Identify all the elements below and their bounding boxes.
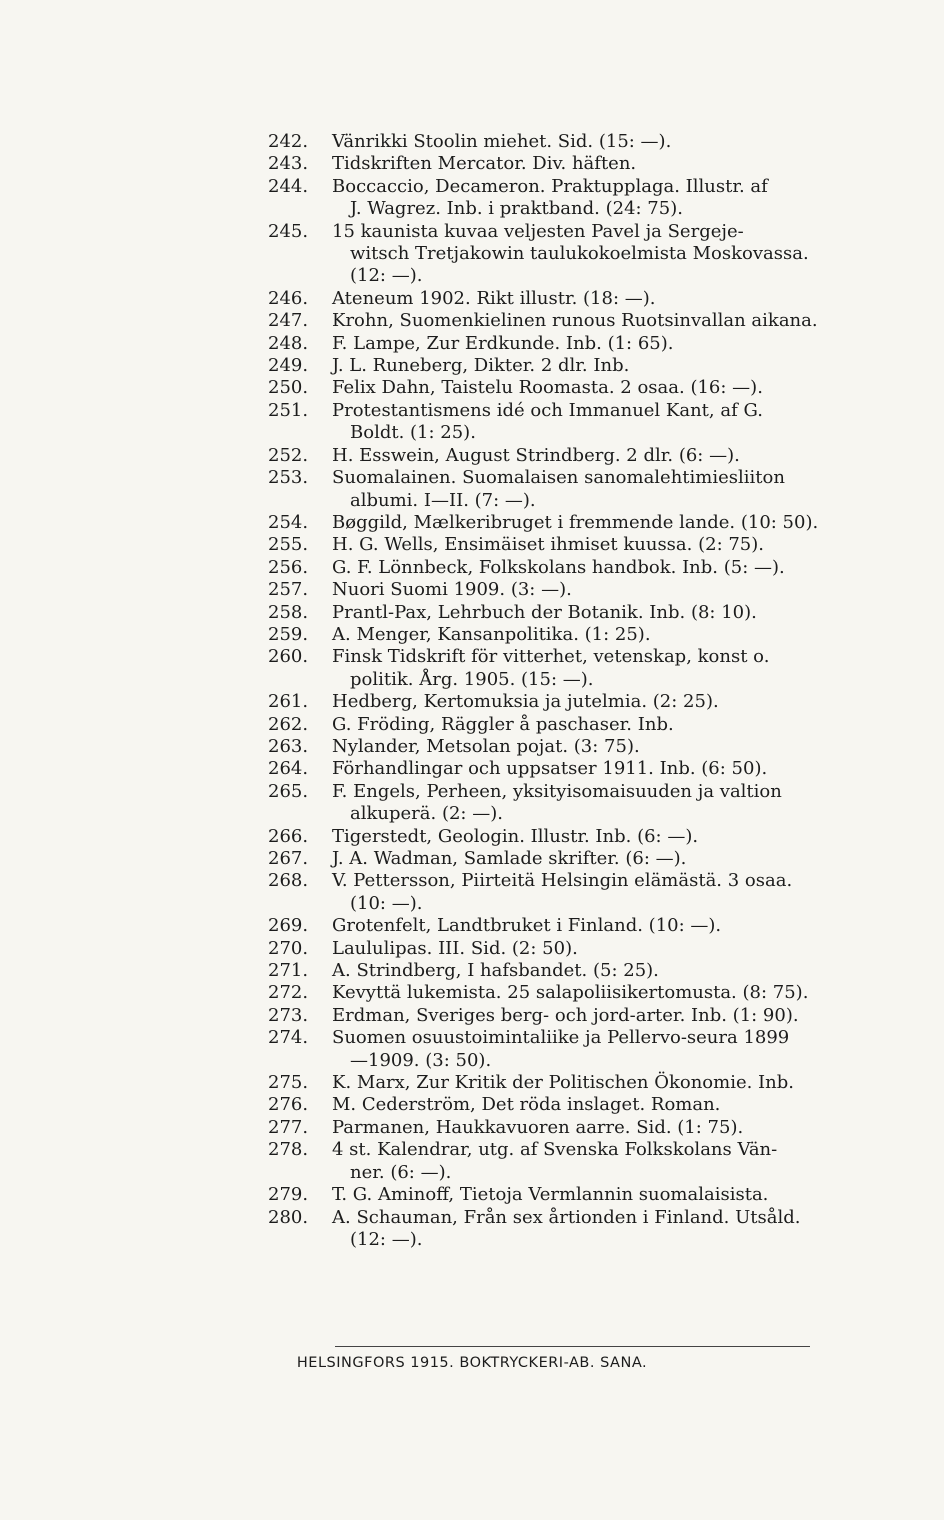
- entry-number: 242.: [268, 131, 309, 152]
- entry-line: A. Menger, Kansanpolitika. (1: 25).: [332, 623, 651, 645]
- entry-text: [332, 557, 908, 579]
- entry-text: [332, 176, 908, 221]
- catalogue-entry: [268, 1207, 908, 1252]
- entry-line: 4 st. Kalendrar, utg. af Svenska Folkskolans Vän-: [332, 1139, 778, 1161]
- catalogue-entry: [268, 691, 908, 713]
- entry-text: [332, 826, 908, 848]
- catalogue-entry: [268, 534, 908, 556]
- entry-text: [332, 646, 908, 691]
- catalogue-entry: [268, 646, 908, 691]
- entry-text: [332, 534, 908, 556]
- entry-text: [332, 445, 908, 467]
- entry-text: [332, 848, 908, 870]
- entry-line: T. G. Aminoff, Tietoja Vermlannin suomalaisista.: [332, 1184, 769, 1206]
- entry-line: (12: —).: [350, 1228, 423, 1250]
- entry-text: [332, 131, 908, 153]
- entry-line: K. Marx, Zur Kritik der Politischen Ökonomie. Inb.: [332, 1072, 795, 1094]
- catalogue-entry: [268, 915, 908, 937]
- catalogue-entry: [268, 1027, 908, 1072]
- entry-number: 259.: [268, 623, 309, 645]
- catalogue-entry: [268, 355, 908, 377]
- entry-number: 250.: [268, 377, 309, 399]
- entry-number: 254.: [268, 511, 309, 533]
- entry-text: [332, 355, 908, 377]
- entry-line: Ateneum 1902. Rikt illustr. (18: —).: [332, 287, 656, 309]
- entry-text: [332, 1005, 908, 1027]
- entry-number: 262.: [268, 713, 309, 735]
- catalogue-list: [268, 131, 908, 1251]
- entry-number: 273.: [268, 1004, 309, 1026]
- entry-number: 277.: [268, 1116, 309, 1138]
- catalogue-entry: [268, 333, 908, 355]
- entry-line: Tigerstedt, Geologin. Illustr. Inb. (6: —).: [332, 825, 699, 847]
- entry-text: [332, 1027, 908, 1072]
- entry-text: [332, 1072, 908, 1094]
- entry-number: 258.: [268, 601, 309, 623]
- catalogue-entry: [268, 714, 908, 736]
- entry-line: J. Wagrez. Inb. i praktband. (24: 75).: [350, 198, 683, 220]
- entry-number: 245.: [268, 220, 309, 242]
- catalogue-entry: [268, 1117, 908, 1139]
- entry-text: [332, 1139, 908, 1184]
- entry-line: (12: —).: [350, 265, 423, 287]
- entry-number: 244.: [268, 175, 309, 197]
- entry-line: Grotenfelt, Landtbruket i Finland. (10: —).: [332, 915, 722, 937]
- catalogue-entry: [268, 400, 908, 445]
- entry-text: [332, 736, 908, 758]
- entry-number: 274.: [268, 1027, 309, 1049]
- entry-number: 275.: [268, 1072, 309, 1094]
- entry-text: [332, 691, 908, 713]
- entry-line: H. G. Wells, Ensimäiset ihmiset kuussa. (2: 75).: [332, 534, 764, 556]
- catalogue-entry: [268, 176, 908, 221]
- entry-line: Protestantismens idé och Immanuel Kant, af G.: [332, 399, 763, 421]
- entry-text: [332, 579, 908, 601]
- entry-text: [332, 1117, 908, 1139]
- entry-line: Prantl-Pax, Lehrbuch der Botanik. Inb. (8: 10).: [332, 601, 757, 623]
- entry-line: politik. Årg. 1905. (15: —).: [350, 668, 594, 690]
- entry-number: 270.: [268, 937, 309, 959]
- entry-number: 266.: [268, 825, 309, 847]
- entry-number: 267.: [268, 848, 309, 869]
- catalogue-entry: [268, 960, 908, 982]
- entry-number: 278.: [268, 1139, 309, 1161]
- catalogue-entry: [268, 1094, 908, 1116]
- catalogue-entry: [268, 938, 908, 960]
- entry-text: [332, 377, 908, 399]
- entry-number: 272.: [268, 982, 309, 1004]
- entry-text: [332, 781, 908, 826]
- catalogue-entry: [268, 310, 908, 332]
- entry-line: alkuperä. (2: —).: [350, 803, 503, 825]
- entry-line: J. A. Wadman, Samlade skrifter. (6: —).: [332, 848, 687, 869]
- entry-number: 271.: [268, 960, 309, 982]
- entry-line: H. Esswein, August Strindberg. 2 dlr. (6: —).: [332, 444, 740, 466]
- entry-number: 256.: [268, 556, 309, 578]
- entry-line: M. Cederström, Det röda inslaget. Roman.: [332, 1094, 721, 1116]
- catalogue-entry: [268, 736, 908, 758]
- entry-number: 248.: [268, 332, 309, 354]
- entry-number: 255.: [268, 534, 309, 556]
- catalogue-entry: [268, 579, 908, 601]
- entry-line: Erdman, Sveriges berg- och jord-arter. Inb. (1: 90).: [332, 1004, 799, 1026]
- entry-number: 264.: [268, 758, 309, 780]
- entry-line: albumi. I—II. (7: —).: [350, 489, 536, 511]
- entry-text: [332, 400, 908, 445]
- entry-number: 279.: [268, 1184, 309, 1206]
- entry-text: [332, 758, 908, 780]
- catalogue-entry: [268, 870, 908, 915]
- entry-text: [332, 1094, 908, 1116]
- catalogue-entry: [268, 288, 908, 310]
- entry-text: [332, 602, 908, 624]
- entry-number: 263.: [268, 735, 309, 757]
- entry-number: 269.: [268, 915, 309, 937]
- entry-text: [332, 512, 908, 534]
- entry-text: [332, 221, 908, 288]
- entry-line: Suomen osuustoimintaliike ja Pellervo-seura 1899: [332, 1027, 790, 1049]
- catalogue-entry: [268, 512, 908, 534]
- catalogue-entry: [268, 1072, 908, 1094]
- catalogue-entry: [268, 848, 908, 870]
- entry-number: 280.: [268, 1206, 309, 1228]
- catalogue-entry: [268, 1005, 908, 1027]
- catalogue-entry: [268, 602, 908, 624]
- entry-line: witsch Tretjakowin taulukokoelmista Moskovassa.: [350, 243, 809, 265]
- entry-line: Tidskriften Mercator. Div. häften.: [332, 153, 637, 175]
- imprint-rule: [335, 1346, 810, 1347]
- catalogue-entry: [268, 624, 908, 646]
- catalogue-entry: [268, 445, 908, 467]
- entry-line: J. L. Runeberg, Dikter. 2 dlr. Inb.: [332, 355, 630, 377]
- entry-line: Kevyttä lukemista. 25 salapoliisikertomusta. (8: 75).: [332, 982, 809, 1004]
- entry-text: [332, 960, 908, 982]
- entry-line: Hedberg, Kertomuksia ja jutelmia. (2: 25).: [332, 691, 719, 713]
- entry-number: 252.: [268, 444, 309, 466]
- catalogue-entry: [268, 1184, 908, 1206]
- entry-text: [332, 870, 908, 915]
- entry-line: Nylander, Metsolan pojat. (3: 75).: [332, 735, 640, 757]
- entry-line: Nuori Suomi 1909. (3: —).: [332, 579, 572, 601]
- entry-line: Vänrikki Stoolin miehet. Sid. (15: —).: [332, 131, 672, 152]
- entry-text: [332, 467, 908, 512]
- entry-line: F. Engels, Perheen, yksityisomaisuuden ja valtion: [332, 780, 782, 802]
- entry-line: V. Pettersson, Piirteitä Helsingin elämästä. 3 osaa.: [332, 870, 793, 892]
- catalogue-entry: [268, 377, 908, 399]
- entry-text: [332, 915, 908, 937]
- catalogue-entry: [268, 131, 908, 153]
- entry-text: [332, 1184, 908, 1206]
- entry-text: [332, 982, 908, 1004]
- entry-line: Bøggild, Mælkeribruget i fremmende lande. (10: 50).: [332, 511, 819, 533]
- entry-number: 265.: [268, 780, 309, 802]
- entry-line: F. Lampe, Zur Erdkunde. Inb. (1: 65).: [332, 332, 674, 354]
- entry-text: [332, 1207, 908, 1252]
- catalogue-entry: [268, 153, 908, 175]
- entry-line: 15 kaunista kuvaa veljesten Pavel ja Sergeje-: [332, 220, 744, 242]
- entry-number: 261.: [268, 691, 309, 713]
- entry-text: [332, 714, 908, 736]
- catalogue-entry: [268, 467, 908, 512]
- entry-number: 260.: [268, 646, 309, 668]
- entry-line: ner. (6: —).: [350, 1161, 452, 1183]
- entry-line: Finsk Tidskrift för vitterhet, vetenskap, konst o.: [332, 646, 770, 668]
- entry-line: Krohn, Suomenkielinen runous Ruotsinvallan aikana.: [332, 310, 818, 332]
- entry-line: Parmanen, Haukkavuoren aarre. Sid. (1: 75).: [332, 1116, 744, 1138]
- catalogue-entry: [268, 557, 908, 579]
- entry-line: Suomalainen. Suomalaisen sanomalehtimiesliiton: [332, 467, 785, 489]
- entry-line: Felix Dahn, Taistelu Roomasta. 2 osaa. (16: —).: [332, 377, 763, 399]
- entry-line: —1909. (3: 50).: [350, 1049, 492, 1071]
- entry-line: G. Fröding, Räggler å paschaser. Inb.: [332, 713, 674, 735]
- entry-line: A. Strindberg, I hafsbandet. (5: 25).: [332, 960, 659, 982]
- catalogue-entry: [268, 781, 908, 826]
- entry-text: [332, 938, 908, 960]
- catalogue-entry: [268, 758, 908, 780]
- entry-text: [332, 333, 908, 355]
- entry-number: 276.: [268, 1094, 309, 1116]
- entry-number: 246.: [268, 287, 309, 309]
- entry-text: [332, 310, 908, 332]
- entry-number: 251.: [268, 399, 309, 421]
- entry-line: G. F. Lönnbeck, Folkskolans handbok. Inb. (5: —).: [332, 556, 785, 578]
- entry-text: [332, 288, 908, 310]
- catalogue-entry: [268, 826, 908, 848]
- entry-number: 243.: [268, 153, 309, 175]
- entry-line: Boccaccio, Decameron. Praktupplaga. Illustr. af: [332, 175, 768, 197]
- entry-line: A. Schauman, Från sex årtionden i Finland. Utsåld.: [332, 1206, 801, 1228]
- catalogue-entry: [268, 982, 908, 1004]
- entry-line: Boldt. (1: 25).: [350, 422, 476, 444]
- entry-number: 249.: [268, 355, 309, 377]
- printer-imprint: HELSINGFORS 1915. BOKTRYCKERI-AB. SANA.: [296, 1355, 648, 1371]
- entry-number: 247.: [268, 310, 309, 332]
- catalogue-entry: [268, 221, 908, 288]
- entry-text: [332, 624, 908, 646]
- entry-line: Förhandlingar och uppsatser 1911. Inb. (6: 50).: [332, 758, 768, 780]
- entry-number: 268.: [268, 870, 309, 892]
- entry-line: (10: —).: [350, 892, 423, 914]
- entry-number: 253.: [268, 467, 309, 489]
- entry-number: 257.: [268, 579, 309, 601]
- entry-text: [332, 153, 908, 175]
- entry-line: Laululipas. III. Sid. (2: 50).: [332, 937, 578, 959]
- catalogue-entry: [268, 1139, 908, 1184]
